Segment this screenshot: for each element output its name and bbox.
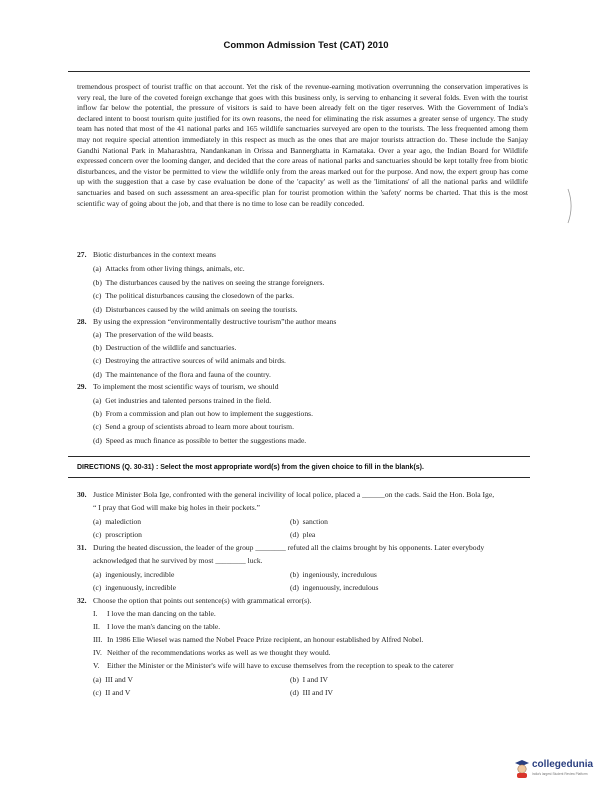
- option-29b: (b) From a commission and plan out how to implement the suggestions.: [93, 409, 313, 418]
- question-number: 28.: [77, 317, 87, 326]
- option-31d: (d) ingenuously, incredulous: [290, 583, 379, 592]
- option-32d: (d) III and IV: [290, 688, 334, 697]
- directions-text: DIRECTIONS (Q. 30-31) : Select the most appropriate word(s) from the given choice to fill in the blank(s).: [77, 464, 424, 471]
- passage-text: tremendous prospect of tourist traffic on that account. Yet the risk of the revenue-earning motivation overrunning the conservation imperatives is very real, the lure of the coveted foreign exchange that goes with this business only, is serving to enhancing it several folds. Even with the tourist inflow far below the potential, the pressure of visitors is said to have been already felt on the tiger reserves. With the Government of India's declared intent to boost tourism quite justified for its own reasons, the need for eliminating the risk assumes a greater sense of urgency. The study team has noted that most of the 41 national parks and 165 wildlife sanctuaries surveyed are open to the tourists. The less frequented among them may not require special attention immediately in this respect as much as the ones that are major tourists attraction do. These include the Sanjay Gandhi National Park in Maharashtra, Nandankanan in Orissa and Bannerghatta in Karnataka. Over a year ago, the Indian Board for Wildlife expressed concern over the looming danger, and decided that the core areas of national parks and sanctuaries should be kept totally free from biotic disturbances, and the vistor be permitted to view the wildlife only from the areas marked out for the purpose. And now, the expert group has come up with the suggestion that a case by case evaluation be done of the 'capacity' as well as the 'limitations' of all the national parks and wildlife sanctuaries and based on such assessment an area-specific plan for tourist promotion within the 'safety' norms be charted. That this is the most scientific way of going about the job, and that there is no time to lose can be readily conceded.: [77, 82, 528, 208]
- option-28a: (a) The preservation of the wild beasts.: [93, 330, 214, 339]
- option-29a: (a) Get industries and talented persons trained in the field.: [93, 396, 272, 405]
- option-27b: (b) The disturbances caused by the natives on seeing the strange foreigners.: [93, 278, 325, 287]
- question-30-line2: “ I pray that God will make big holes in their pockets.”: [93, 503, 261, 512]
- question-number: 30.: [77, 490, 87, 499]
- question-stem: Choose the option that points out sentence(s) with grammatical error(s).: [93, 596, 312, 605]
- sentence-ii: II. I love the man's dancing on the table.: [93, 622, 221, 631]
- option-27a: (a) Attacks from other living things, animals, etc.: [93, 264, 245, 273]
- sentence-v: V. Either the Minister or the Minister's wife will have to excuse themselves from the reception to speak to the caterer: [93, 661, 454, 670]
- option-29d: (d) Speed as much finance as possible to better the suggestions made.: [93, 436, 307, 445]
- option-29c: (c) Send a group of scientists abroad to learn more about tourism.: [93, 422, 294, 431]
- question-stem: By using the expression “environmentally destructive tourism”the author means: [93, 317, 337, 326]
- option-31a: (a) ingeniously, incredible: [93, 570, 175, 579]
- option-27c: (c) The political disturbances causing the closedown of the parks.: [93, 291, 294, 300]
- sentence-i: I. I love the man dancing on the table.: [93, 609, 216, 618]
- directions-top-rule: [68, 456, 530, 457]
- option-32c: (c) II and V: [93, 688, 131, 697]
- question-number: 27.: [77, 250, 87, 259]
- question-31-line2: acknowledged that he survived by most ________ luck.: [93, 556, 263, 565]
- header-rule: [68, 71, 530, 72]
- option-30d: (d) plea: [290, 530, 316, 539]
- question-27: [77, 250, 532, 260]
- directions-bottom-rule: [68, 477, 530, 478]
- question-number: 29.: [77, 382, 87, 391]
- question-stem-line1: Justice Minister Bola Ige, confronted with the general incivility of local police, placed a ______on the cads. Said the Hon. Bola Ige,: [93, 490, 495, 499]
- option-27d: (d) Disturbances caused by the wild animals on seeing the tourists.: [93, 305, 298, 314]
- option-31c: (c) ingenuously, incredible: [93, 583, 177, 592]
- option-30a: (a) malediction: [93, 517, 142, 526]
- graduate-mascot-icon: [514, 759, 530, 779]
- question-number: 32.: [77, 596, 87, 605]
- option-30b: (b) sanction: [290, 517, 328, 526]
- question-stem: To implement the most scientific ways of tourism, we should: [93, 382, 279, 391]
- scan-mark: [566, 188, 574, 224]
- question-number: 31.: [77, 543, 87, 552]
- question-32: [77, 596, 532, 606]
- question-stem-line1: During the heated discussion, the leader of the group ________ refuted all the claims brought by his opponents. Later everybody: [93, 543, 485, 552]
- option-32b: (b) I and IV: [290, 675, 328, 684]
- option-31b: (b) ingeniously, incredulous: [290, 570, 377, 579]
- question-31: [77, 543, 532, 553]
- logo-wordmark: collegedunia: [532, 759, 594, 770]
- page-title: Common Admission Test (CAT) 2010: [223, 40, 389, 51]
- question-30: [77, 490, 532, 500]
- collegedunia-logo[interactable]: [514, 758, 604, 782]
- option-30c: (c) proscription: [93, 530, 142, 539]
- logo-tagline: India's largest Student Review Platform: [532, 772, 588, 776]
- option-28d: (d) The maintenance of the flora and fauna of the country.: [93, 370, 271, 379]
- sentence-iv: IV. Neither of the recommendations works as well as we thought they would.: [93, 648, 331, 657]
- option-32a: (a) III and V: [93, 675, 133, 684]
- option-28b: (b) Destruction of the wildlife and sanctuaries.: [93, 343, 237, 352]
- question-28: [77, 317, 532, 327]
- option-28c: (c) Destroying the attractive sources of wild animals and birds.: [93, 356, 286, 365]
- question-stem: Biotic disturbances in the context means: [93, 250, 216, 259]
- sentence-iii: III. In 1986 Elie Wiesel was named the Nobel Peace Prize recipient, an honour established by Alfred Nobel.: [93, 635, 424, 644]
- question-29: [77, 382, 532, 392]
